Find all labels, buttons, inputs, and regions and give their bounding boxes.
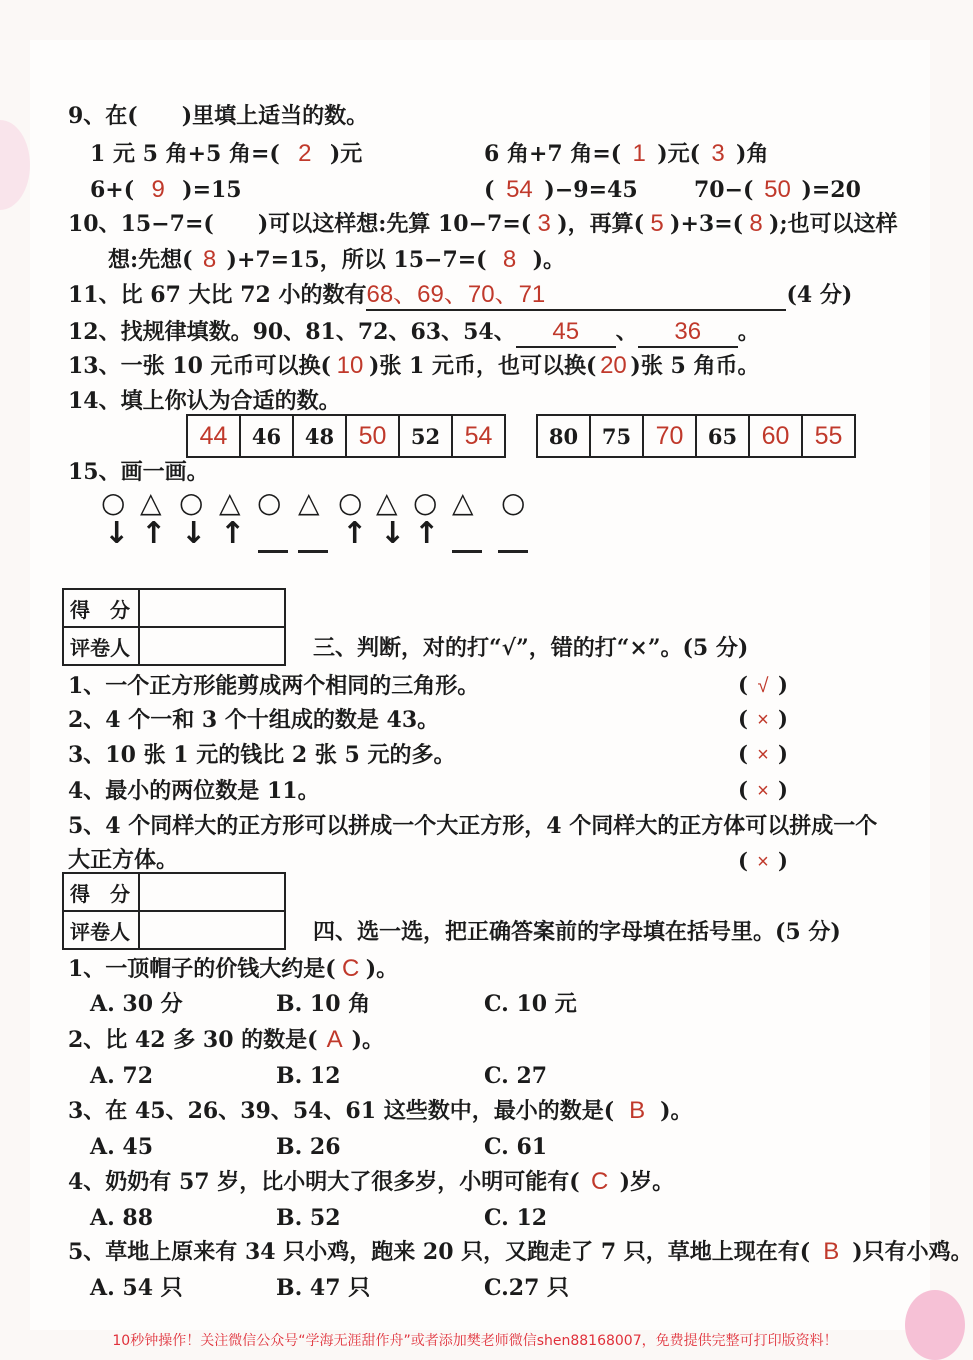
choice-q1-optA: A. 30 分: [90, 991, 183, 1017]
q9-line5: 70−( 50 )=20: [694, 176, 861, 203]
circle-icon: ○: [179, 486, 204, 519]
triangle-icon: △: [140, 486, 162, 519]
judge-q4: 4、最小的两位数是 11。: [68, 778, 320, 804]
choice-q2: 2、比 42 多 30 的数是( A )。: [68, 1026, 385, 1053]
circle-icon: ○: [257, 486, 282, 519]
judge-q5: 5、4 个同样大的正方形可以拼成一个大正方形，4 个同样大的正方体可以拼成一个: [68, 813, 878, 839]
judge-q5-cont: 大正方体。: [68, 847, 179, 873]
q12: 12、找规律填数。90、81、72、63、54、 45 、 36 。: [68, 318, 760, 348]
choice-q2-optB: B. 12: [276, 1063, 341, 1089]
choice-q3-optC: C. 61: [484, 1134, 548, 1160]
choice-q5: 5、草地上原来有 34 只小鸡，跑来 20 只，又跑走了 7 只，草地上现在有( B )只有小鸡。: [68, 1238, 973, 1265]
seq2-cell: 75: [591, 416, 644, 456]
arrow-up-icon: ↑: [414, 516, 440, 551]
drawing-blank: [298, 550, 328, 553]
choice-q3-optB: B. 26: [276, 1134, 341, 1160]
grader-label: 评卷人: [64, 628, 140, 664]
seq2-cell: 70: [644, 416, 697, 456]
seq2-cell: 80: [538, 416, 591, 456]
q9-line1: 1 元 5 角+5 角=( 2 )元: [90, 140, 363, 167]
choice-q1-optB: B. 10 角: [276, 991, 371, 1017]
triangle-icon: △: [298, 486, 320, 519]
circle-icon: ○: [101, 486, 126, 519]
score-label: 得 分: [64, 590, 140, 626]
judge-q3: 3、10 张 1 元的钱比 2 张 5 元的多。: [68, 742, 456, 768]
grader-label: 评卷人: [64, 912, 140, 948]
choice-q4-optA: A. 88: [90, 1205, 154, 1231]
judge-q2: 2、4 个一和 3 个十组成的数是 43。: [68, 707, 440, 733]
q9-line2: 6 角+7 角=( 1 )元( 3 )角: [484, 140, 769, 167]
choice-q5-optB: B. 47 只: [276, 1275, 371, 1301]
choice-q4: 4、奶奶有 57 岁，比小明大了很多岁，小明可能有( C )岁。: [68, 1168, 675, 1195]
seq1-cell: 52: [400, 416, 453, 456]
q11-answer: 68、69、70、71: [366, 281, 546, 308]
choice-q3: 3、在 45、26、39、54、61 这些数中，最小的数是( B )。: [68, 1097, 693, 1124]
choice-q5-optC: C.27 只: [484, 1275, 570, 1301]
arrow-up-icon: ↑: [141, 516, 167, 551]
choice-q2-optC: C. 27: [484, 1063, 548, 1089]
arrow-down-icon: ↓: [181, 516, 207, 551]
q9-line3: 6+( 9 )=15: [90, 176, 242, 203]
seq2-cell: 65: [697, 416, 750, 456]
q14-title: 14、填上你认为合适的数。: [68, 388, 341, 414]
seq2-cell: 60: [750, 416, 803, 456]
circle-icon: ○: [338, 486, 363, 519]
arrow-down-icon: ↓: [380, 516, 406, 551]
judge-q1: 1、一个正方形能剪成两个相同的三角形。: [68, 673, 480, 699]
judge-a5: ( × ): [738, 848, 788, 873]
score-label: 得 分: [64, 874, 140, 910]
decor-petal: [0, 120, 30, 210]
q13: 13、一张 10 元币可以换( 10 )张 1 元币，也可以换( 20 )张 5 角币。: [68, 352, 760, 379]
arrow-up-icon: ↑: [342, 516, 368, 551]
triangle-icon: △: [219, 486, 241, 519]
judge-a1: ( √ ): [738, 672, 788, 697]
choice-q3-optA: A. 45: [90, 1134, 154, 1160]
circle-icon: ○: [501, 486, 526, 519]
section3-title: 三、判断，对的打“√”，错的打“×”。(5 分): [313, 635, 749, 661]
seq1-cell: 46: [241, 416, 294, 456]
arrow-down-icon: ↓: [104, 516, 130, 551]
choice-q2-optA: A. 72: [90, 1063, 154, 1089]
section4-title: 四、选一选，把正确答案前的字母填在括号里。(5 分): [313, 919, 841, 945]
choice-q4-optC: C. 12: [484, 1205, 548, 1231]
q15-title: 15、画一画。: [68, 459, 209, 485]
triangle-icon: △: [376, 486, 398, 519]
score-box: [62, 872, 286, 950]
triangle-icon: △: [452, 486, 474, 519]
drawing-blank: [498, 550, 528, 553]
judge-a3: ( × ): [738, 741, 788, 766]
drawing-blank: [452, 550, 482, 553]
arrow-up-icon: ↑: [220, 516, 246, 551]
sequence-box-2: [536, 414, 856, 458]
seq1-cell: 48: [294, 416, 347, 456]
seq1-cell: 44: [188, 416, 241, 456]
judge-a4: ( × ): [738, 777, 788, 802]
q9-title: 9、在( )里填上适当的数。: [68, 103, 369, 129]
judge-a2: ( × ): [738, 706, 788, 731]
choice-q4-optB: B. 52: [276, 1205, 341, 1231]
seq1-cell: 50: [347, 416, 400, 456]
drawing-blank: [258, 550, 288, 553]
seq1-cell: 54: [464, 421, 493, 450]
score-box: [62, 588, 286, 666]
q10-line2: 想:先想( 8 )+7=15，所以 15−7=( 8 )。: [108, 246, 566, 273]
footer-promo: 10秒钟操作！关注微信公众号“学海无涯甜作舟”或者添加樊老师微信shen88168007，免费提供完整可打印版资料！: [112, 1333, 838, 1349]
sequence-box-1: [186, 414, 506, 458]
circle-icon: ○: [413, 486, 438, 519]
choice-q1-optC: C. 10 元: [484, 991, 577, 1017]
q10-line1: 10、15−7=( )可以这样想:先算 10−7=( 3 )，再算( 5 )+3=( 8 );也可以这样: [68, 210, 898, 237]
q9-line4: ( 54 )−9=45: [484, 176, 638, 203]
seq2-cell: 55: [814, 421, 843, 450]
choice-q5-optA: A. 54 只: [90, 1275, 183, 1301]
choice-q1: 1、一顶帽子的价钱大约是( C )。: [68, 955, 399, 982]
q11: 11、比 67 大比 72 小的数有68、69、70、71 (4 分): [68, 281, 852, 311]
